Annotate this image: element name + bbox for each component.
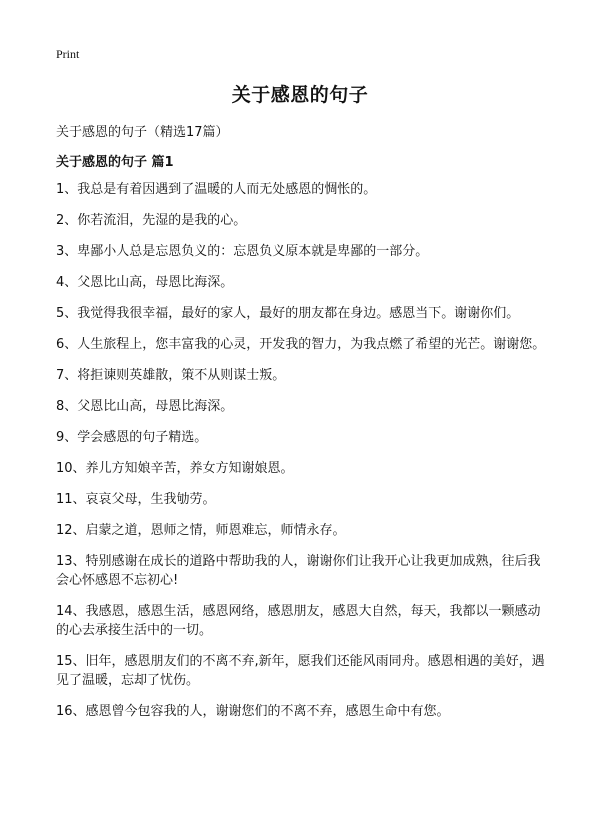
list-item: 15、旧年，感恩朋友们的不离不弃,新年，愿我们还能风雨同舟。感恩相遇的美好，遇见了温暖，忘却了忧伤。 — [56, 654, 545, 688]
list-item: 13、特别感谢在成长的道路中帮助我的人，谢谢你们让我开心让我更加成熟，往后我会心怀感恩不忘初心! — [56, 554, 541, 588]
list-item: 2、你若流泪，先湿的是我的心。 — [56, 213, 247, 228]
document-title: 关于感恩的句子 — [231, 84, 369, 106]
print-link[interactable]: Print — [56, 47, 80, 61]
list-item: 14、我感恩，感恩生活，感恩网络，感恩朋友，感恩大自然，每天，我都以一颗感动的心去承接生活中的一切。 — [56, 604, 541, 638]
list-item: 3、卑鄙小人总是忘恩负义的：忘恩负义原本就是卑鄙的一部分。 — [56, 244, 429, 259]
list-item: 12、启蒙之道，恩师之情，师恩难忘，师情永存。 — [56, 523, 346, 538]
section-heading: 关于感恩的句子 篇1 — [56, 155, 174, 170]
list-item: 4、父恩比山高，母恩比海深。 — [56, 275, 234, 290]
document-subtitle: 关于感恩的句子（精选17篇） — [56, 125, 229, 140]
list-item: 9、学会感恩的句子精选。 — [56, 430, 208, 445]
list-item: 1、我总是有着因遇到了温暖的人而无处感恩的惆怅的。 — [56, 182, 377, 197]
list-item: 16、感恩曾今包容我的人，谢谢您们的不离不弃，感恩生命中有您。 — [56, 704, 450, 719]
list-item: 11、哀哀父母，生我劬劳。 — [56, 492, 216, 507]
list-item: 8、父恩比山高，母恩比海深。 — [56, 399, 234, 414]
list-item: 6、人生旅程上，您丰富我的心灵，开发我的智力，为我点燃了希望的光芒。谢谢您。 — [56, 337, 546, 352]
list-item: 5、我觉得我很幸福，最好的家人，最好的朋友都在身边。感恩当下。谢谢你们。 — [56, 306, 520, 321]
sentence-list — [56, 180, 551, 733]
list-item: 10、养儿方知娘辛苦，养女方知谢娘恩。 — [56, 461, 294, 476]
list-item: 7、将拒谏则英雄散，策不从则谋士叛。 — [56, 368, 286, 383]
